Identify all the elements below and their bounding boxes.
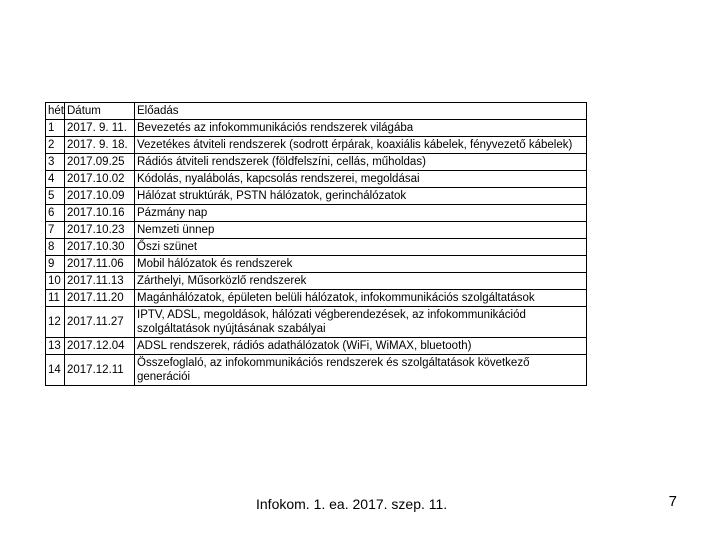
table-row <box>46 205 587 222</box>
cell-date: 2017. 9. 11. <box>65 120 135 137</box>
table-row <box>46 338 587 355</box>
cell-week: 8 <box>46 239 65 256</box>
cell-lecture: Vezetékes átviteli rendszerek (sodrott érpárak, koaxiális kábelek, fényvezető kábelek) <box>135 137 587 154</box>
lecture-schedule-table <box>45 102 587 386</box>
cell-week: 9 <box>46 256 65 273</box>
cell-date: 2017.11.27 <box>65 307 135 338</box>
cell-date: 2017.10.30 <box>65 239 135 256</box>
cell-date: 2017.10.02 <box>65 171 135 188</box>
cell-date: 2017.12.04 <box>65 338 135 355</box>
cell-week: 4 <box>46 171 65 188</box>
table-header-row <box>46 103 587 120</box>
cell-lecture: Őszi szünet <box>135 239 587 256</box>
cell-lecture: Hálózat struktúrák, PSTN hálózatok, gerinchálózatok <box>135 188 587 205</box>
cell-lecture: Zárthelyi, Műsorközlő rendszerek <box>135 273 587 290</box>
table-row <box>46 273 587 290</box>
cell-lecture: Magánhálózatok, épületen belüli hálózatok, infokommunikációs szolgáltatások <box>135 290 587 307</box>
cell-week: 12 <box>46 307 65 338</box>
cell-lecture: Rádiós átviteli rendszerek (földfelszíni, cellás, műholdas) <box>135 154 587 171</box>
cell-lecture: Pázmány nap <box>135 205 587 222</box>
cell-week: 13 <box>46 338 65 355</box>
cell-week: 10 <box>46 273 65 290</box>
cell-week: 11 <box>46 290 65 307</box>
cell-lecture: Mobil hálózatok és rendszerek <box>135 256 587 273</box>
cell-date: 2017.12.11 <box>65 355 135 386</box>
table-row <box>46 137 587 154</box>
cell-week: 5 <box>46 188 65 205</box>
table-row <box>46 154 587 171</box>
cell-date: 2017.11.13 <box>65 273 135 290</box>
table-row <box>46 222 587 239</box>
cell-date: 2017.10.16 <box>65 205 135 222</box>
table-row <box>46 239 587 256</box>
table-row <box>46 171 587 188</box>
header-date: Dátum <box>65 103 135 120</box>
cell-date: 2017. 9. 18. <box>65 137 135 154</box>
schedule-table-body <box>46 103 587 386</box>
table-row <box>46 307 587 338</box>
footer-text: Infokom. 1. ea. 2017. szep. 11. <box>256 496 448 512</box>
cell-lecture: Kódolás, nyalábolás, kapcsolás rendszerei, megoldásai <box>135 171 587 188</box>
cell-lecture: Nemzeti ünnep <box>135 222 587 239</box>
cell-date: 2017.10.09 <box>65 188 135 205</box>
cell-week: 14 <box>46 355 65 386</box>
cell-week: 1 <box>46 120 65 137</box>
cell-lecture: Összefoglaló, az infokommunikációs rendszerek és szolgáltatások következő generációi <box>135 355 587 386</box>
cell-week: 2 <box>46 137 65 154</box>
cell-lecture: IPTV, ADSL, megoldások, hálózati végberendezések, az infokommunikációd szolgáltatások nyújtásának szabályai <box>135 307 587 338</box>
cell-lecture: Bevezetés az infokommunikációs rendszerek világába <box>135 120 587 137</box>
cell-week: 6 <box>46 205 65 222</box>
table-row <box>46 188 587 205</box>
cell-date: 2017.09.25 <box>65 154 135 171</box>
cell-lecture: ADSL rendszerek, rádiós adathálózatok (WiFi, WiMAX, bluetooth) <box>135 338 587 355</box>
cell-date: 2017.11.20 <box>65 290 135 307</box>
table-row <box>46 290 587 307</box>
cell-date: 2017.10.23 <box>65 222 135 239</box>
header-week: hét <box>46 103 65 120</box>
table-row <box>46 355 587 386</box>
table-row <box>46 256 587 273</box>
cell-week: 3 <box>46 154 65 171</box>
cell-week: 7 <box>46 222 65 239</box>
header-lecture: Előadás <box>135 103 587 120</box>
page-number: 7 <box>668 493 677 510</box>
table-row <box>46 120 587 137</box>
cell-date: 2017.11.06 <box>65 256 135 273</box>
